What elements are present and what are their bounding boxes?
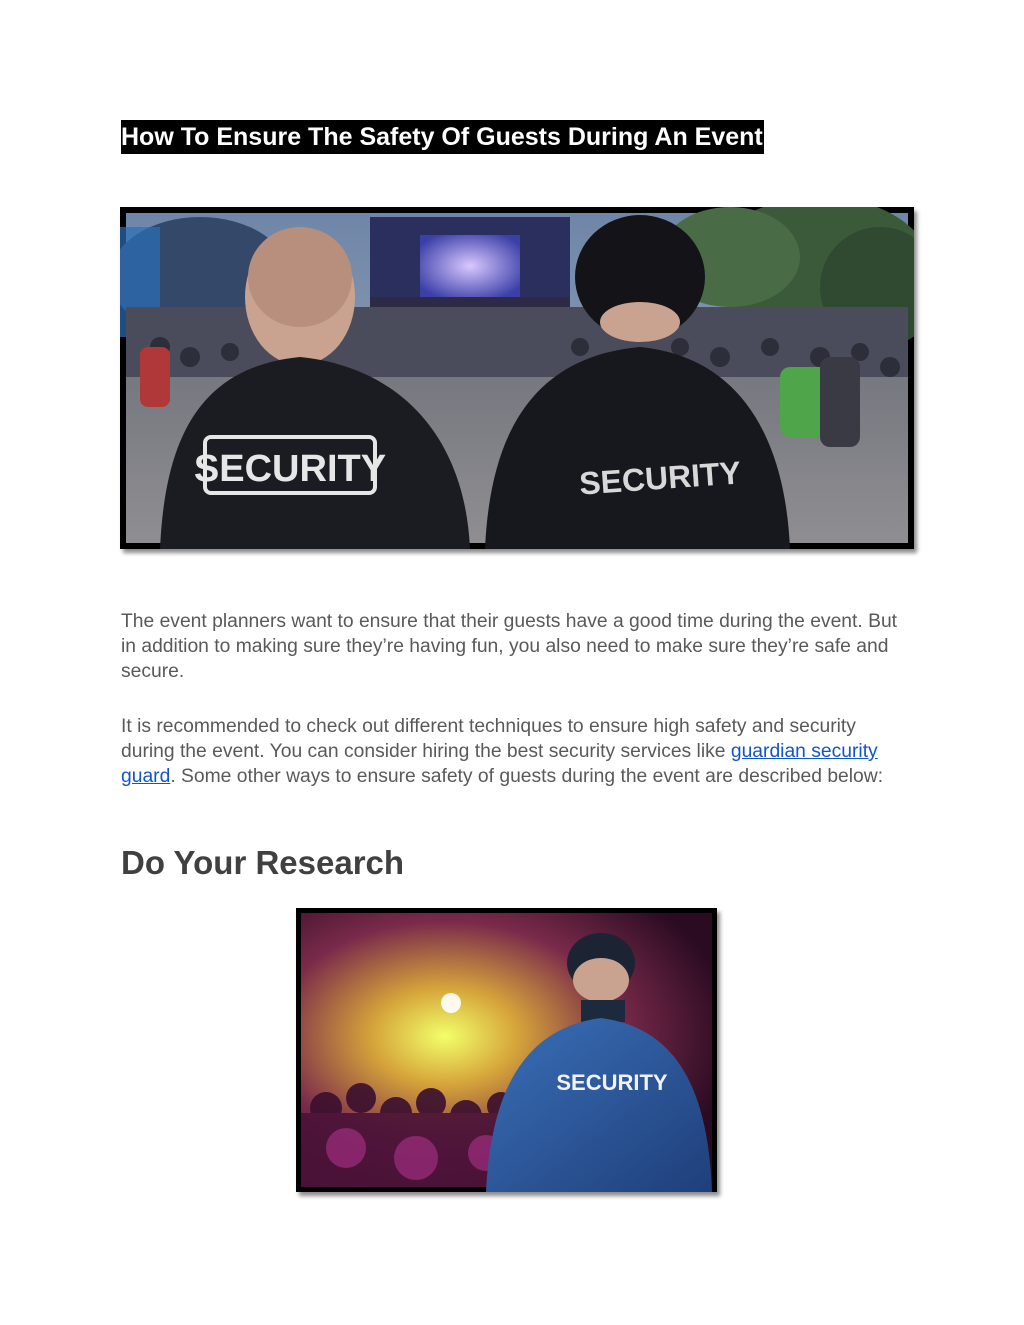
recommendation-paragraph	[121, 714, 911, 789]
paragraph-text-after-link: . Some other ways to ensure safety of guests during the event are described below:	[170, 766, 884, 787]
page-title: How To Ensure The Safety Of Guests During An Event	[121, 120, 764, 154]
jacket-text-right: SECURITY	[578, 454, 743, 502]
security-guards-concert-image	[120, 207, 914, 549]
intro-paragraph: The event planners want to ensure that their guests have a good time during the event. But in addition to making sure they’re having fun, you also need to make sure they’re safe and secure.	[121, 611, 898, 682]
jacket-text-left: SECURITY	[193, 448, 387, 490]
security-guard-club-image	[296, 908, 717, 1192]
jacket-text: SECURITY	[556, 1070, 668, 1095]
title-block	[121, 120, 764, 154]
paragraph-text-before-link: It is recommended to check out different techniques to ensure high safety and security during the event. You can consider hiring the best security services like	[121, 716, 856, 762]
guardian-security-guard-link[interactable]: guardian security guard	[121, 741, 878, 787]
section-heading: Do Your Research	[121, 844, 405, 881]
